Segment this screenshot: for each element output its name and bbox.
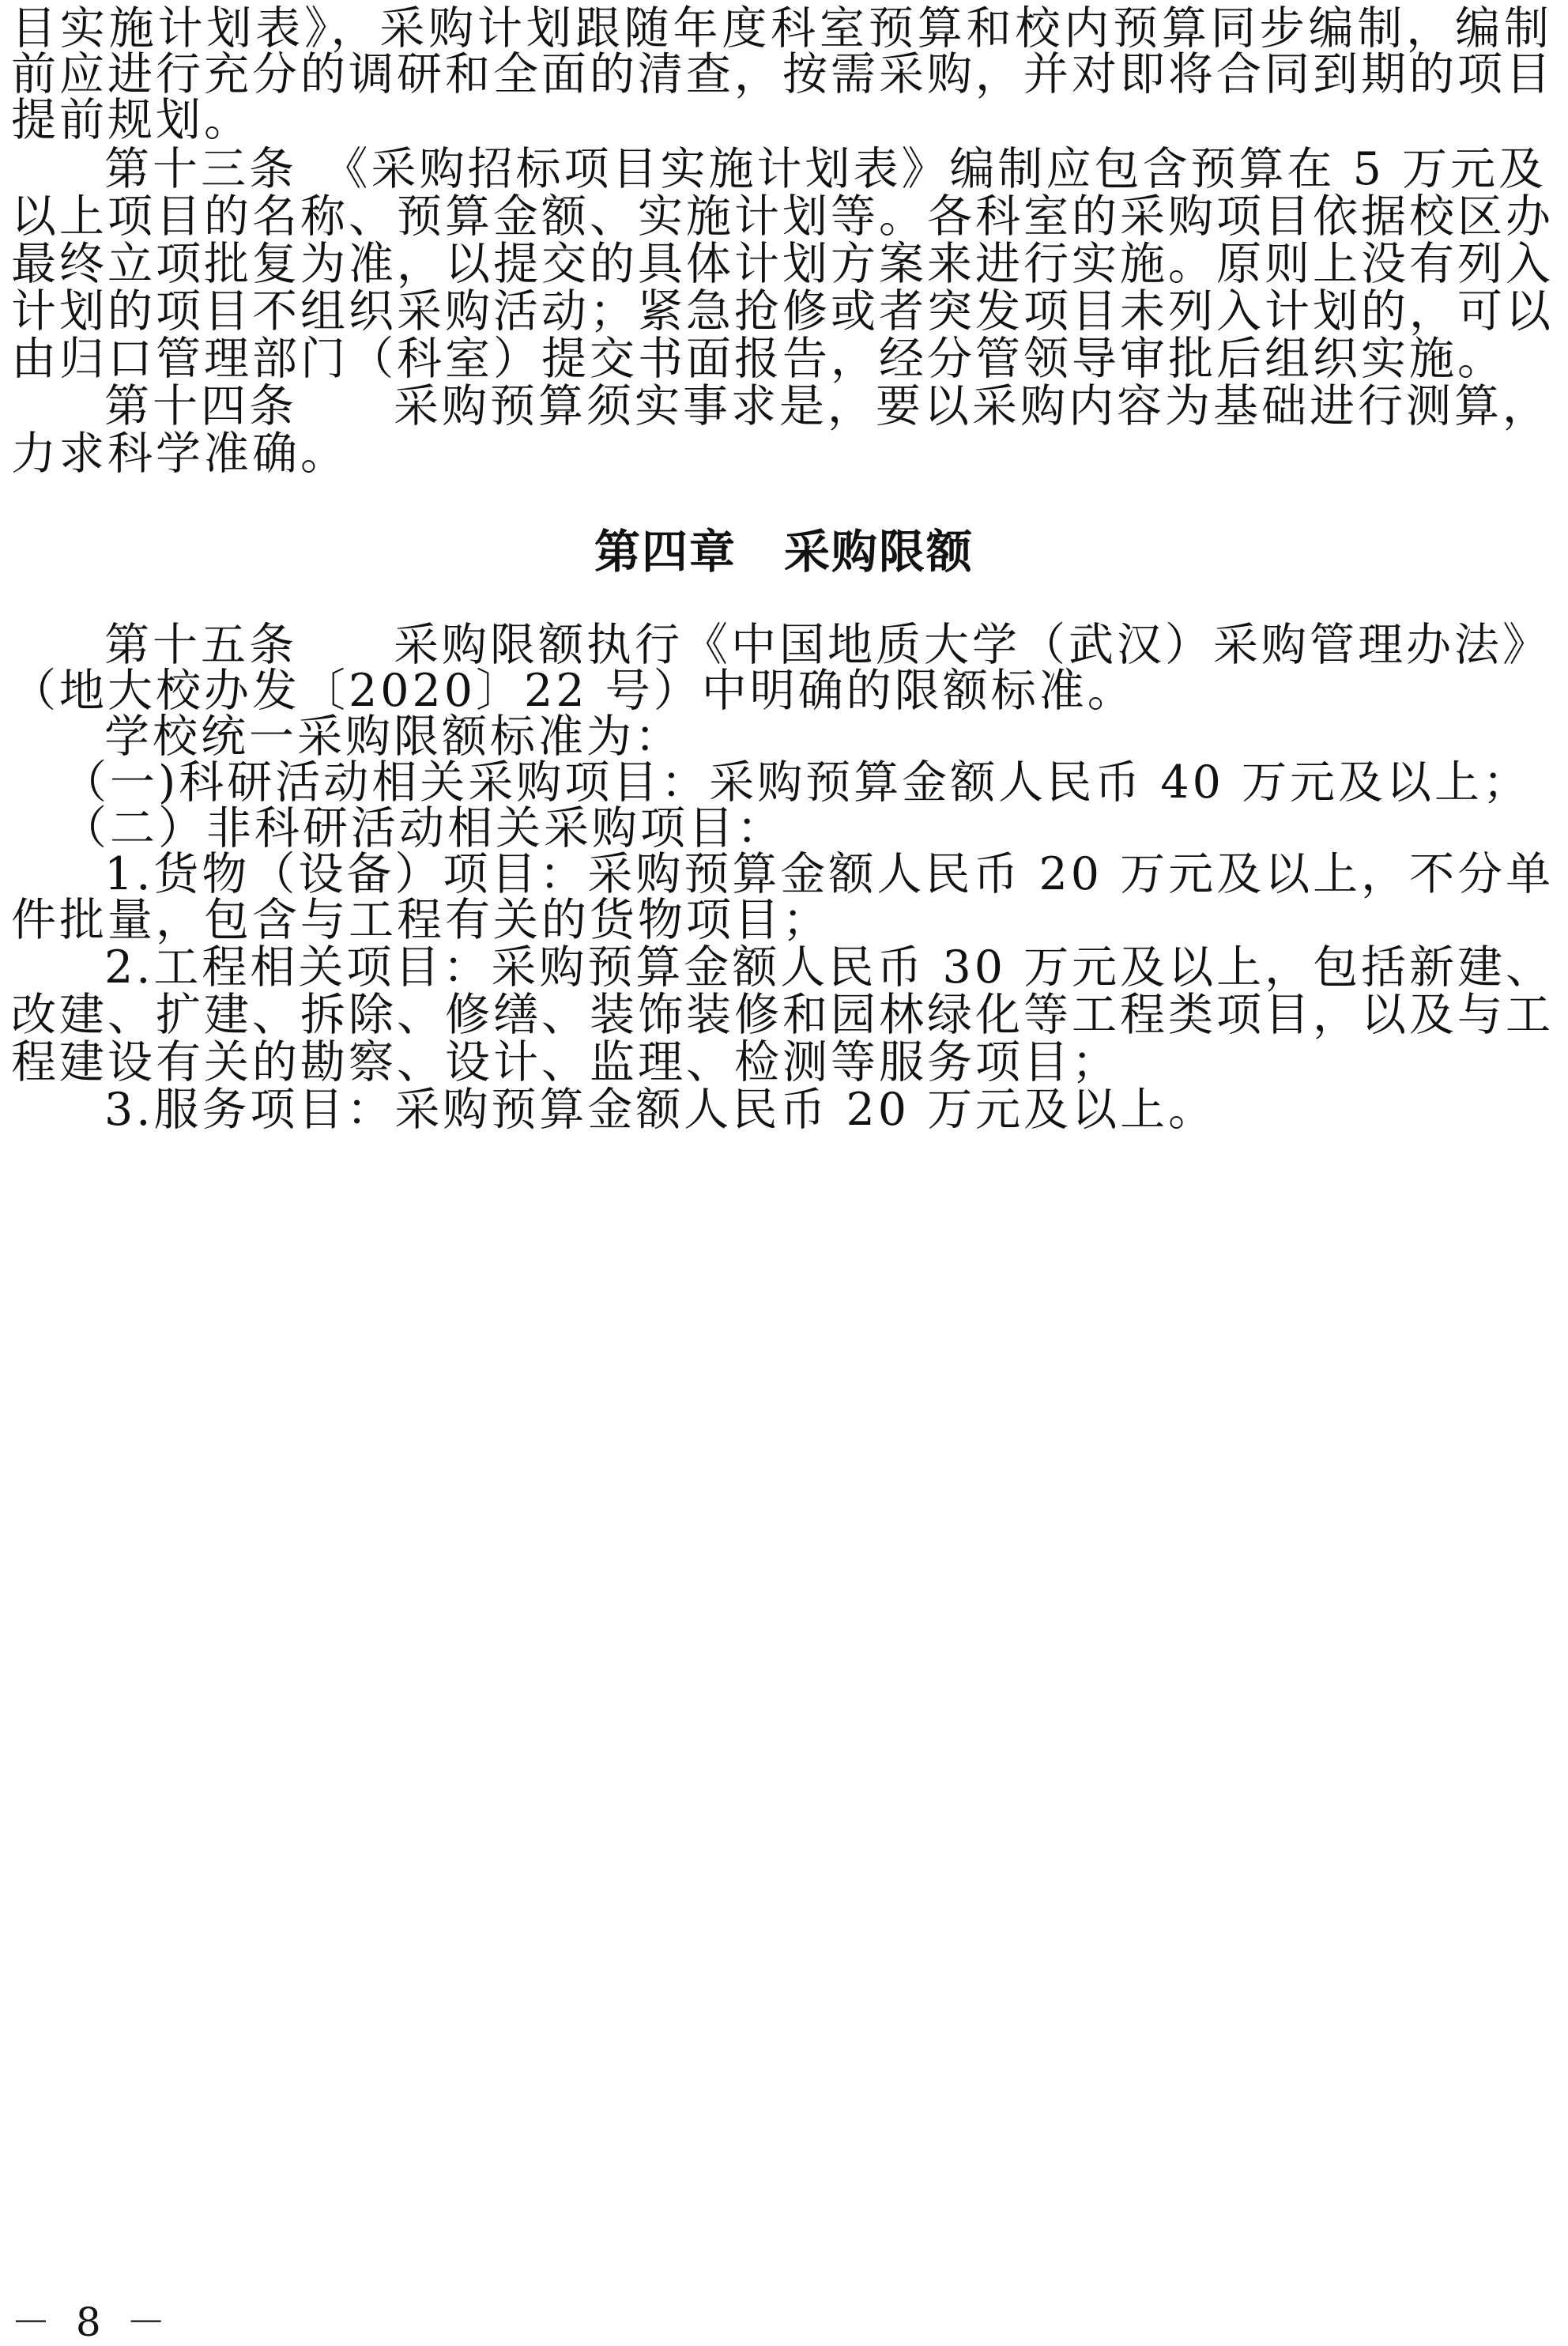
paragraph-line: 学校统一采购限额标准为： xyxy=(104,711,683,763)
paragraph-line: 提前规划。 xyxy=(11,94,252,146)
paragraph-line: 程建设有关的勘察、设计、监理、检测等服务项目； xyxy=(11,1036,1120,1088)
list-item: 1.货物（设备）项目：采购预算金额人民币 20 万元及以上，不分单 xyxy=(104,848,1555,900)
article-15-line: 第十五条 采购限额执行《中国地质大学（武汉）采购管理办法》 xyxy=(104,619,1551,671)
paragraph-line: 目实施计划表》，采购计划跟随年度科室预算和校内预算同步编制，编制 xyxy=(11,2,1552,55)
list-item: （二）非科研活动相关采购项目： xyxy=(62,802,785,854)
paragraph-line: 力求科学准确。 xyxy=(11,428,349,480)
chapter-heading: 第四章 采购限额 xyxy=(594,525,974,579)
paragraph-line: 件批量，包含与工程有关的货物项目； xyxy=(11,894,831,946)
paragraph-line: 计划的项目不组织采购活动；紧急抢修或者突发项目未列入计划的，可以 xyxy=(11,285,1554,338)
paragraph-line: 前应进行充分的调研和全面的清查，按需采购，并对即将合同到期的项目 xyxy=(11,48,1554,100)
article-13-line: 第十三条 《采购招标项目实施计划表》编制应包含预算在 5 万元及 xyxy=(104,143,1547,195)
article-14-line: 第十四条 采购预算须实事求是，要以采购内容为基础进行测算， xyxy=(104,380,1551,432)
list-item: 2.工程相关项目：采购预算金额人民币 30 万元及以上，包括新建、 xyxy=(104,941,1555,994)
paragraph-line: （地大校办发〔2020〕22 号）中明确的限额标准。 xyxy=(11,665,1136,717)
paragraph-line: 以上项目的名称、预算金额、实施计划等。各科室的采购项目依据校区办 xyxy=(11,190,1554,243)
page-number: － 8 － xyxy=(11,2299,172,2345)
list-item: （一)科研活动相关采购项目：采购预算金额人民币 40 万元及以上； xyxy=(62,756,1532,809)
paragraph-line: 最终立项批复为准，以提交的具体计划方案来进行实施。原则上没有列入 xyxy=(11,238,1554,290)
paragraph-line: 改建、扩建、拆除、修缮、装饰装修和园林绿化等工程类项目，以及与工 xyxy=(11,989,1554,1041)
list-item: 3.服务项目：采购预算金额人民币 20 万元及以上。 xyxy=(104,1084,1217,1136)
paragraph-line: 由归口管理部门（科室）提交书面报告，经分管领导审批后组织实施。 xyxy=(11,333,1506,385)
